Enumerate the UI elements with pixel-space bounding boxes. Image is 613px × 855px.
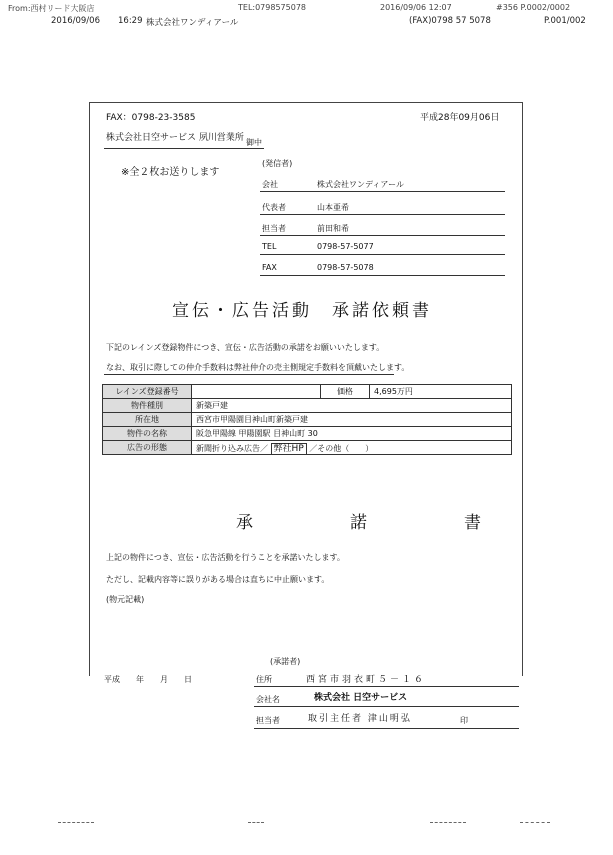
sender-label-tel: TEL bbox=[262, 242, 277, 251]
approver-header: (承諾者) bbox=[270, 657, 301, 666]
sender-value-staff: 前田和希 bbox=[317, 224, 349, 233]
fax-header-date: 2016/09/06 12:07 bbox=[380, 3, 452, 12]
recipient-suffix: 御中 bbox=[246, 138, 262, 147]
approver-value-address: 西宮市羽衣町５－１６ bbox=[306, 675, 427, 685]
reins-value bbox=[192, 385, 321, 399]
table-row bbox=[103, 399, 512, 413]
ad-form-website: 弊社HP bbox=[271, 443, 307, 455]
recipient-underline bbox=[104, 148, 264, 149]
fax2-date: 2016/09/06 bbox=[51, 16, 100, 26]
acceptance-title: 承 諾 書 bbox=[236, 513, 521, 533]
document-date: 平成28年09月06日 bbox=[420, 113, 500, 123]
price-label: 価格 bbox=[321, 385, 370, 399]
address-value: 西宮市甲陽園目神山町新築戸建 bbox=[192, 413, 512, 427]
address-label: 所在地 bbox=[103, 413, 192, 427]
seal-mark: 印 bbox=[460, 716, 468, 725]
sender-value-company: 株式会社ワンディアール bbox=[317, 180, 404, 189]
type-label: 物件種別 bbox=[103, 399, 192, 413]
body-line-2: なお、取引に際しての仲介手数料は弊社仲介の売主側規定手数料を頂戴いたします。 bbox=[106, 363, 410, 372]
sender-label-rep: 代表者 bbox=[262, 203, 286, 212]
fax-header-page: #356 P.0002/0002 bbox=[496, 3, 571, 12]
sender-label-staff: 担当者 bbox=[262, 224, 286, 233]
type-value: 新築戸建 bbox=[192, 399, 512, 413]
property-table bbox=[102, 384, 512, 455]
fax2-page: P.001/002 bbox=[544, 16, 586, 26]
request-title: 宣伝・広告活動 承諾依頼書 bbox=[172, 301, 432, 321]
sender-label-fax: FAX bbox=[262, 263, 277, 272]
fax-to: FAX：0798-23-3585 bbox=[106, 113, 196, 123]
sender-label-company: 会社 bbox=[262, 180, 278, 189]
table-row bbox=[103, 413, 512, 427]
acceptance-line-1: 上記の物件につき、宣伝・広告活動を行うことを承諾いたします。 bbox=[106, 553, 345, 562]
sheets-note: ※全２枚お送りします bbox=[121, 167, 220, 178]
ad-form-label: 広告の形態 bbox=[103, 441, 192, 455]
property-name-label: 物件の名称 bbox=[103, 427, 192, 441]
fax2-company: 株式会社ワンディアール bbox=[146, 18, 239, 28]
fax-header-from: From:西村リード大阪店 bbox=[8, 4, 95, 13]
approver-value-staff: 取引主任者 津山明弘 bbox=[308, 714, 412, 724]
approver-value-company: 株式会社 日空サービス bbox=[314, 693, 408, 703]
reins-label: レインズ登録番号 bbox=[103, 385, 192, 399]
fax2-fax-number: (FAX)0798 57 5078 bbox=[409, 16, 491, 26]
approver-label-address: 住所 bbox=[256, 675, 272, 684]
scan-dash-4 bbox=[520, 822, 550, 823]
sender-value-tel: 0798-57-5077 bbox=[317, 242, 374, 251]
fax-header-tel: TEL:0798575078 bbox=[238, 3, 306, 12]
acceptance-note: (物元記載) bbox=[106, 595, 145, 604]
body-line-1: 下記のレインズ登録物件につき、宣伝・広告活動の承諾をお願いいたします。 bbox=[106, 343, 385, 352]
recipient-company: 株式会社日空サービス 夙川営業所 bbox=[106, 133, 244, 143]
sender-value-fax: 0798-57-5078 bbox=[317, 263, 374, 272]
scan-dash-1 bbox=[58, 822, 94, 823]
scan-dash-3 bbox=[430, 822, 466, 823]
sender-header: (発信者) bbox=[262, 159, 293, 168]
table-row bbox=[103, 441, 512, 455]
ad-form-value bbox=[192, 441, 512, 455]
scan-dash-2 bbox=[248, 822, 264, 823]
table-row bbox=[103, 427, 512, 441]
fax2-time: 16:29 bbox=[118, 16, 143, 26]
approver-label-staff: 担当者 bbox=[256, 716, 280, 725]
table-row bbox=[103, 385, 512, 399]
ad-form-newspaper: 新聞折り込み広告／ bbox=[196, 444, 268, 453]
approver-label-company: 会社名 bbox=[256, 695, 280, 704]
sender-value-rep: 山本亜希 bbox=[317, 203, 349, 212]
price-value: 4,695万円 bbox=[370, 385, 512, 399]
approval-date: 平成 年 月 日 bbox=[104, 675, 192, 684]
property-name-value: 阪急甲陽線 甲陽園駅 目神山町 30 bbox=[192, 427, 512, 441]
ad-form-other: ／その他（ ） bbox=[309, 444, 374, 453]
acceptance-line-2: ただし、記載内容等に誤りがある場合は直ちに中止願います。 bbox=[106, 575, 330, 584]
